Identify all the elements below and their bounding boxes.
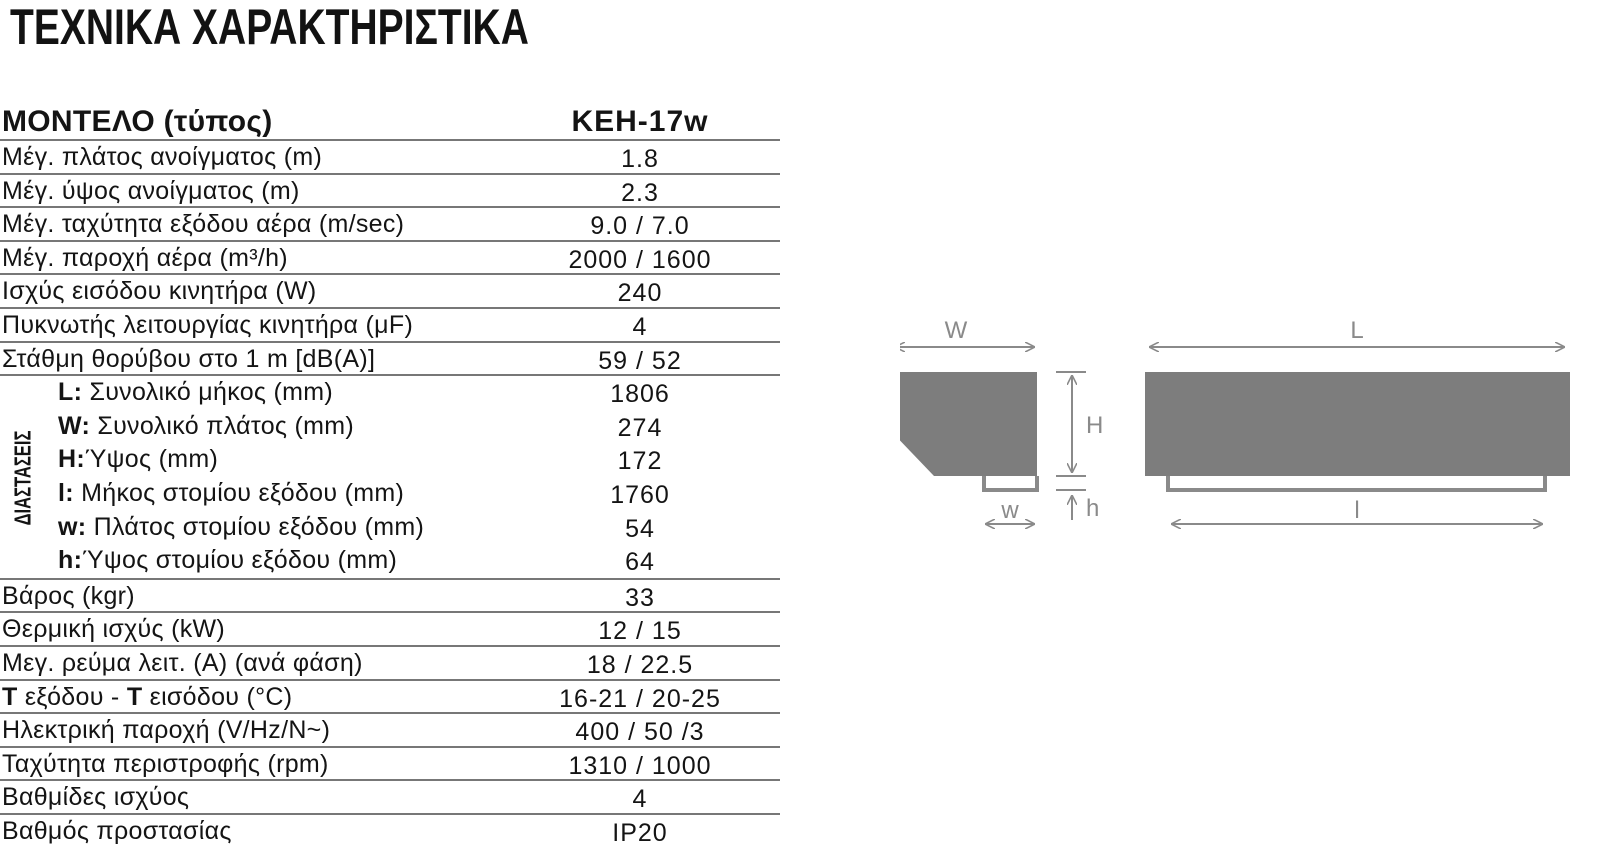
spec-row <box>0 613 780 647</box>
dimension-text: Ύψος στομίου εξόδου (mm) <box>82 546 398 575</box>
spec-label: Μέγ. ύψος ανοίγματος (m) <box>2 176 300 205</box>
dimension-row <box>0 544 780 578</box>
spec-row <box>0 141 780 175</box>
dimension-key: L: <box>58 378 83 407</box>
dimension-label <box>58 376 333 409</box>
dimensions-label-text: ΔΙΑΣΤΑΣΕΙΣ <box>9 430 36 526</box>
spec-label: Πυκνωτής λειτουργίας κινητήρα (μF) <box>2 310 414 339</box>
dimension-key: H: <box>58 445 85 474</box>
spec-label: Ταχύτητα περιστροφής (rpm) <box>2 749 329 778</box>
dimension-text: Συνολικό πλάτος (mm) <box>90 411 355 440</box>
spec-row <box>0 343 780 377</box>
spec-label: Βαθμίδες ισχύος <box>2 783 190 812</box>
dimension-row <box>0 443 780 477</box>
dimension-label <box>58 443 218 476</box>
spec-value: 240 <box>617 279 663 308</box>
dimension-value: 274 <box>617 413 663 442</box>
spec-label: Μεγ. ρεύμα λειτ. (A) (ανά φάση) <box>2 648 363 677</box>
dimension-value: 64 <box>625 548 655 577</box>
spec-value: 2.3 <box>621 178 659 207</box>
temp-in-key: T <box>126 682 143 711</box>
rows-top <box>0 141 780 376</box>
specifications-table <box>0 104 780 848</box>
side-outlet <box>984 476 1037 490</box>
spec-value: 2000 / 1600 <box>568 245 712 274</box>
spec-value: 59 / 52 <box>598 346 682 375</box>
spec-row <box>0 681 780 715</box>
front-outlet <box>1168 476 1545 490</box>
spec-row <box>0 242 780 276</box>
spec-value: 1310 / 1000 <box>568 751 712 780</box>
dimension-row <box>0 511 780 545</box>
outlet-width-label: w <box>1001 497 1019 524</box>
dimension-label <box>58 544 397 577</box>
dimension-text: Πλάτος στομίου εξόδου (mm) <box>86 512 425 541</box>
temp-out-key: T <box>2 682 18 711</box>
spec-row <box>0 748 780 782</box>
spec-value: 18 / 22.5 <box>586 650 694 679</box>
spec-label: Ισχύς εισόδου κινητήρα (W) <box>2 277 317 306</box>
dimension-row <box>0 477 780 511</box>
page-title: ΤΕΧΝΙΚΑ ΧΑΡΑΚΤΗΡΙΣΤΙΚΑ <box>10 0 529 55</box>
length-label: L <box>1350 317 1364 344</box>
spec-label: Βάρος (kgr) <box>2 581 135 610</box>
model-label: ΜΟΝΤΕΛΟ (τύπος) <box>2 105 273 138</box>
dimension-value: 172 <box>617 447 663 476</box>
dimension-row <box>0 410 780 444</box>
temp-in-text: εισόδου (°C) <box>142 682 293 711</box>
spec-row <box>0 580 780 614</box>
spec-row <box>0 781 780 815</box>
spec-label: Ηλεκτρική παροχή (V/Hz/N~) <box>2 716 331 745</box>
spec-value: 9.0 / 7.0 <box>590 212 690 241</box>
dimension-label <box>58 477 404 510</box>
spec-label <box>2 681 292 714</box>
spec-row <box>0 275 780 309</box>
spec-value: 16-21 / 20-25 <box>559 684 721 713</box>
height-label: H <box>1086 412 1104 439</box>
spec-label: Μέγ. παροχή αέρα (m³/h) <box>2 243 288 272</box>
rows-bottom <box>0 580 780 849</box>
dimension-text: Μήκος στομίου εξόδου (mm) <box>73 478 405 507</box>
spec-value: 4 <box>632 785 648 814</box>
outlet-length-label: l <box>1354 497 1360 524</box>
dimension-value: 1806 <box>610 380 670 409</box>
spec-label: Βαθμός προστασίας <box>2 816 232 845</box>
dimension-key: h: <box>58 546 83 575</box>
side-view <box>900 317 1103 524</box>
dimension-key: l: <box>58 478 74 507</box>
dimension-value: 54 <box>625 514 655 543</box>
dimension-key: W: <box>58 411 91 440</box>
dimensions-diagram <box>900 300 1600 550</box>
dimensions-group <box>0 376 780 580</box>
spec-row <box>0 175 780 209</box>
width-label: W <box>944 317 968 344</box>
spec-row <box>0 714 780 748</box>
outlet-height-label: h <box>1086 495 1100 522</box>
spec-value: 4 <box>632 312 648 341</box>
model-value: ΚΕΗ-17w <box>571 105 709 138</box>
spec-value: IP20 <box>612 818 668 847</box>
dimension-value: 1760 <box>610 480 670 509</box>
spec-value: 12 / 15 <box>598 617 682 646</box>
temp-out-text: εξόδου - <box>17 682 127 711</box>
spec-row <box>0 647 780 681</box>
dimension-key: w: <box>58 512 87 541</box>
dimension-text: Ύψος (mm) <box>84 445 219 474</box>
spec-label: Στάθμη θορύβου στο 1 m [dB(A)] <box>2 344 376 373</box>
spec-label: Μέγ. πλάτος ανοίγματος (m) <box>2 143 323 171</box>
dimension-row <box>0 376 780 410</box>
spec-row <box>0 208 780 242</box>
dimension-label <box>58 410 354 443</box>
spec-value: 400 / 50 /3 <box>575 718 705 747</box>
spec-row <box>0 815 780 849</box>
dimension-label <box>58 511 424 544</box>
spec-label: Θερμική ισχύς (kW) <box>2 615 226 644</box>
spec-label: Μέγ. ταχύτητα εξόδου αέρα (m/sec) <box>2 210 405 239</box>
side-profile-body <box>900 372 1037 476</box>
spec-value: 33 <box>625 583 655 612</box>
spec-row <box>0 309 780 343</box>
dimension-text: Συνολικό μήκος (mm) <box>82 378 334 407</box>
spec-value: 1.8 <box>621 145 659 173</box>
front-body <box>1145 372 1570 476</box>
front-view <box>1145 317 1570 524</box>
model-row <box>0 104 780 141</box>
